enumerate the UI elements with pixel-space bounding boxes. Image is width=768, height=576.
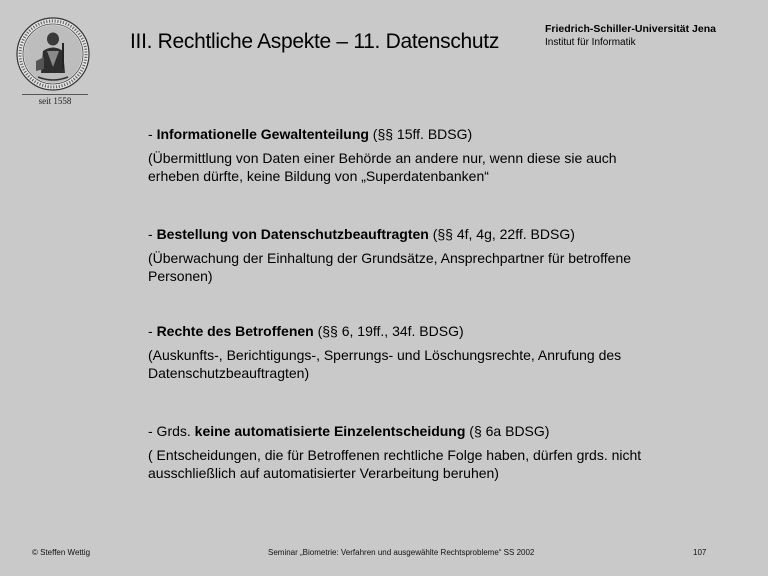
seal-caption: seit 1558 (38, 96, 72, 106)
university-seal-icon (16, 17, 90, 91)
point-heading (148, 322, 668, 340)
point-suffix: (§§ 6, 19ff., 34f. BDSG) (313, 323, 464, 339)
footer-author: © Steffen Wettig (32, 548, 91, 557)
point-description: ( Entscheidungen, die für Betroffenen rechtliche Folge haben, dürfen grds. nicht ausschließlich auf automatisierter Verarbeitung beruhen) (148, 447, 642, 481)
point-description: (Auskunfts-, Berichtigungs-, Sperrungs- und Löschungsrechte, Anrufung des Datenschutzbeauftragten) (148, 347, 622, 381)
page-title: III. Rechtliche Aspekte – 11. Datenschutz (130, 30, 500, 53)
point-prefix: - (148, 323, 157, 339)
point-prefix: - Grds. (148, 423, 195, 439)
point-suffix: (§ 6a BDSG) (465, 423, 550, 439)
footer-page-number: 107 (693, 548, 707, 557)
point-prefix: - (148, 226, 157, 242)
point-3 (148, 322, 668, 382)
point-description: (Übermittlung von Daten einer Behörde an andere nur, wenn diese sie auch erheben dürfte, keine Bildung von „Superdatenbanken“ (148, 150, 617, 184)
institute-name: Institut für Informatik (545, 37, 636, 48)
point-bold: Informationelle Gewaltenteilung (156, 126, 369, 142)
point-suffix: (§§ 4f, 4g, 22ff. BDSG) (428, 226, 575, 242)
point-4 (148, 422, 668, 482)
point-1 (148, 125, 668, 185)
footer-seminar: Seminar „Biometrie: Verfahren und ausgewählte Rechtsprobleme“ SS 2002 (268, 548, 535, 557)
point-bold: keine automatisierte Einzelentscheidung (194, 423, 466, 439)
point-prefix: - (148, 126, 157, 142)
university-block (545, 23, 716, 49)
point-heading (148, 125, 668, 143)
seal-divider (22, 94, 88, 95)
point-bold: Bestellung von Datenschutzbeauftragten (156, 226, 429, 242)
point-bold: Rechte des Betroffenen (156, 323, 314, 339)
point-description: (Überwachung der Einhaltung der Grundsätze, Ansprechpartner für betroffene Personen) (148, 250, 632, 284)
point-heading (148, 422, 668, 440)
point-2 (148, 225, 668, 285)
point-heading (148, 225, 668, 243)
point-suffix: (§§ 15ff. BDSG) (368, 126, 473, 142)
university-name: Friedrich-Schiller-Universität Jena (545, 23, 716, 35)
